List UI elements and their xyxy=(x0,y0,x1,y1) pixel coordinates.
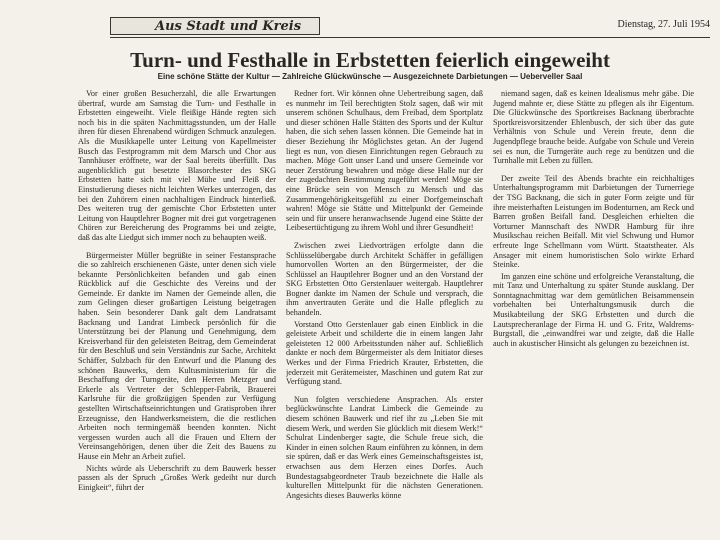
paragraph: Redner fort. Wir können ohne Uebertreibung sagen, daß es nunmehr im Teil berechtigten Stolz sagen, daß wir mit unserem schönen Schulhaus, dem Freibad, dem Sportplatz und dieser schönen Halle Stätten des Sports und der Kultur haben, die sich sehen lassen können. Die Gemeinde hat in dieser Beziehung ihr Möglichstes getan. An der Jugend liegt es nun, von diesen Einrichtungen regen Gebrauch zu machen. Möge Gott unser Land und unsere Gemeinde vor neuer Zerstörung bewahren und möge diese Halle nur der der zugedachten Bestimmung zugeführt werden! Möge sie eine Brücke sein von Mensch zu Mensch und das Zusammengehörigkeitsgefühl zu einer Dorfgemeinschaft wahren! Möge sie Stätte und Mittelpunkt der Gemeinde sein und für unsere heranwachsende Jugend eine Stätte der Leibesertüchtigung zu ihrem Wohl und ihrer Gesundheit! xyxy=(286,89,483,233)
article-subheadline: Eine schöne Stätte der Kultur — Zahlreiche Glückwünsche — Ausgezeichnete Darbietungen — Ueberveller Saal xyxy=(157,72,583,81)
section-rubric: Aus Stadt und Kreis xyxy=(110,17,320,35)
paragraph: Bürgermeister Müller begrüßte in seiner Festansprache die so zahlreich erschienenen Gäste, unter denen sich viele bekannte Persönlichkeiten befanden und gab einen Rückblick auf die Geschichte des Vereins und der Gemeinde. Er dankte im Namen der Gemeinde allen, die zum Gelingen dieser großartigen Leistung beigetragen haben. Sein besonderer Dank galt dem Landratsamt Backnang und Landrat Limbeck persönlich für die Unterstützung bei der Planung und Genehmigung, dem Kreisverband für den geleisteten Beitrag, dem Gemeinderat für den Beschluß und sein Verständnis zur Sache, Architekt Schäffer, Sulzbach für den Entwurf und die Planung des schönen Bauwerks, dem Kultusministerium für die Beschaffung der Turngeräte, den Herren Metzger und Erkerle als Vertreter der Schlepper-Fabrik, Brauerei Karlsruhe für die großzügigen Spenden zur Verfügung gestellten Wirtschaftseinrichtungen und Gratisproben ihrer Erzeugnisse, den Handwerksmeistern, die die restlichen Arbeiten noch termingemäß beenden konnten. Nicht vergessen wurden auch all die Frauen und Eltern der Vereinsangehörigen, denen über die Zeit des Bauens zu Hause ein Mehr an Arbeit zufiel. xyxy=(78,250,276,461)
header-rule xyxy=(110,37,710,38)
paragraph: Zwischen zwei Liedvorträgen erfolgte dann die Schlüsselübergabe durch Architekt Schäffer in gefälligen humorvollen Worten an den Bürgermeister, der die Schlüssel an Hauptlehrer Bogner und an den Vorstand der SKG Erbstetten Otto Gerstenlauer weitergab. Hauptlehrer Bogner dankte im Namen der Schule und versprach, die ihm anvertrauten Geräte und die Halle pfleglich zu behandeln. xyxy=(286,240,483,318)
dateline: Dienstag, 27. Juli 1954 xyxy=(617,19,710,30)
article-column-1 xyxy=(78,89,276,540)
paragraph: niemand sagen, daß es keinen Idealismus mehr gäbe. Die Jugend mahnte er, diese Stätte zu pflegen als ihr Eigentum. Die Glückwünsche des Sportkreises Backnang überbrachte Sportkreisvorsitzender Ehlenbusch, der sich über das gute Verhältnis von Schule und Verein freute, denn die Jugendpflege brauche beide. Aufgabe von Schule und Verein sei es nun, die Turngeräte auch rege zu benützen und die Turnhalle mit Leben zu füllen. xyxy=(493,89,694,166)
article-headline: Turn- und Festhalle in Erbstetten feierlich eingeweiht xyxy=(130,48,610,72)
paragraph: Im ganzen eine schöne und erfolgreiche Veranstaltung, die mit Tanz und Unterhaltung zu später Stunde ausklang. Der Sonntagnachmittag war dem gemütlichen Beisammensein vorbehalten bei Unterhaltungsmusik durch die Musikabteilung der SKG Erbstetten und durch die Lautsprecheranlage der Firma H. und G. Fritz, Waldrems-Burgstall, die „einwandfrei war und zeigte, daß die Halle auch in akustischer Hinsicht als gelungen zu bezeichnen ist. xyxy=(493,271,694,348)
article-column-3 xyxy=(493,89,694,540)
paragraph: Nun folgten verschiedene Ansprachen. Als erster beglückwünschte Landrat Limbeck die Gemeinde zu diesem schönen Bauwerk und rief ihr zu „Leben Sie mit diesem Werk, und werden Sie glücklich mit diesem Werk!“ Schulrat Lindenberger sagte, die Schule freue sich, die Kinder in einen solchen Raum einführen zu können, in dem sie spüren, daß er das Werk eines Gemeinschaftsgeistes ist, erwachsen aus dem Herzen eines Dorfes. Auch Bundestagsabgeordneter Traub bezeichnete die Halle als kulturellen Mittelpunkt für die nächsten Generationen. Angesichts dieses Bauwerks könne xyxy=(286,394,483,500)
paragraph: Nichts würde als Ueberschrift zu dem Bauwerk besser passen als der Spruch „Großes Werk gedeiht nur durch Einigkeit“, führt der xyxy=(78,463,276,492)
article-column-2 xyxy=(286,89,483,540)
paragraph: Vor einer großen Besucherzahl, die alle Erwartungen übertraf, wurde am Samstag die Turn- und Festhalle in Erbstetten eingeweiht. Viele fleißige Hände regten sich noch bis in die späten Nachmittagsstunden, um der Halle ihren für diesen Ehrenabend würdigen Schmuck anzulegen. Als die Musikkapelle unter Leitung von Kapellmeister Busch das Festprogramm mit dem Marsch und Chor aus Tannhäuser eröffnete, war der Saal bereits überfüllt. Das augenblicklich gut besetzte Blasorchester des SKG Erbstetten hatte sich mit viel Mühe und Fleiß der Einstudierung dieses nicht leichten Werkes unterzogen, das bei den Zuhörern einen nachhaltigen Eindruck hinterließ. Des weiteren trug der gemischte Chor Erbstetten unter Leitung von Hauptlehrer Bogner mit drei gut vorgetragenen Chören zur Bereicherung des Programms bei und zeigte, daß das alte Liedgut sich immer noch zu behaupten weiß. xyxy=(78,89,276,242)
paragraph: Vorstand Otto Gerstenlauer gab einen Einblick in die geleistete Arbeit und schilderte die in einem langen Jahr geleisteten 12 000 Arbeitsstunden näher auf. Schließlich dankte er noch dem Bürgermeister als dem Initiator dieses Werkes und der Firma Friedrich Krauter, Erbstetten, die jederzeit mit Gerätemeister, Maschinen und gutem Rat zur Verfügung stand. xyxy=(286,319,483,387)
paragraph: Der zweite Teil des Abends brachte ein reichhaltiges Unterhaltungsprogramm mit Darbietungen der Turnerriege der TSG Backnang, die sich in guter Form zeigte und für ihre meisterhaften Leistungen im Bodenturnen, am Reck und Barren großen Beifall fand. Desgleichen erhielten die Vorturner Mannschaft des NWDR Hamburg für ihre Musikschau reichen Beifall. Mit viel Schwung und Humor erfreute Inge Schellmann vom Württ. Staatstheater. Als Ansager mit einem humoristischen Solo wirkte Erhard Steinke. xyxy=(493,173,694,270)
